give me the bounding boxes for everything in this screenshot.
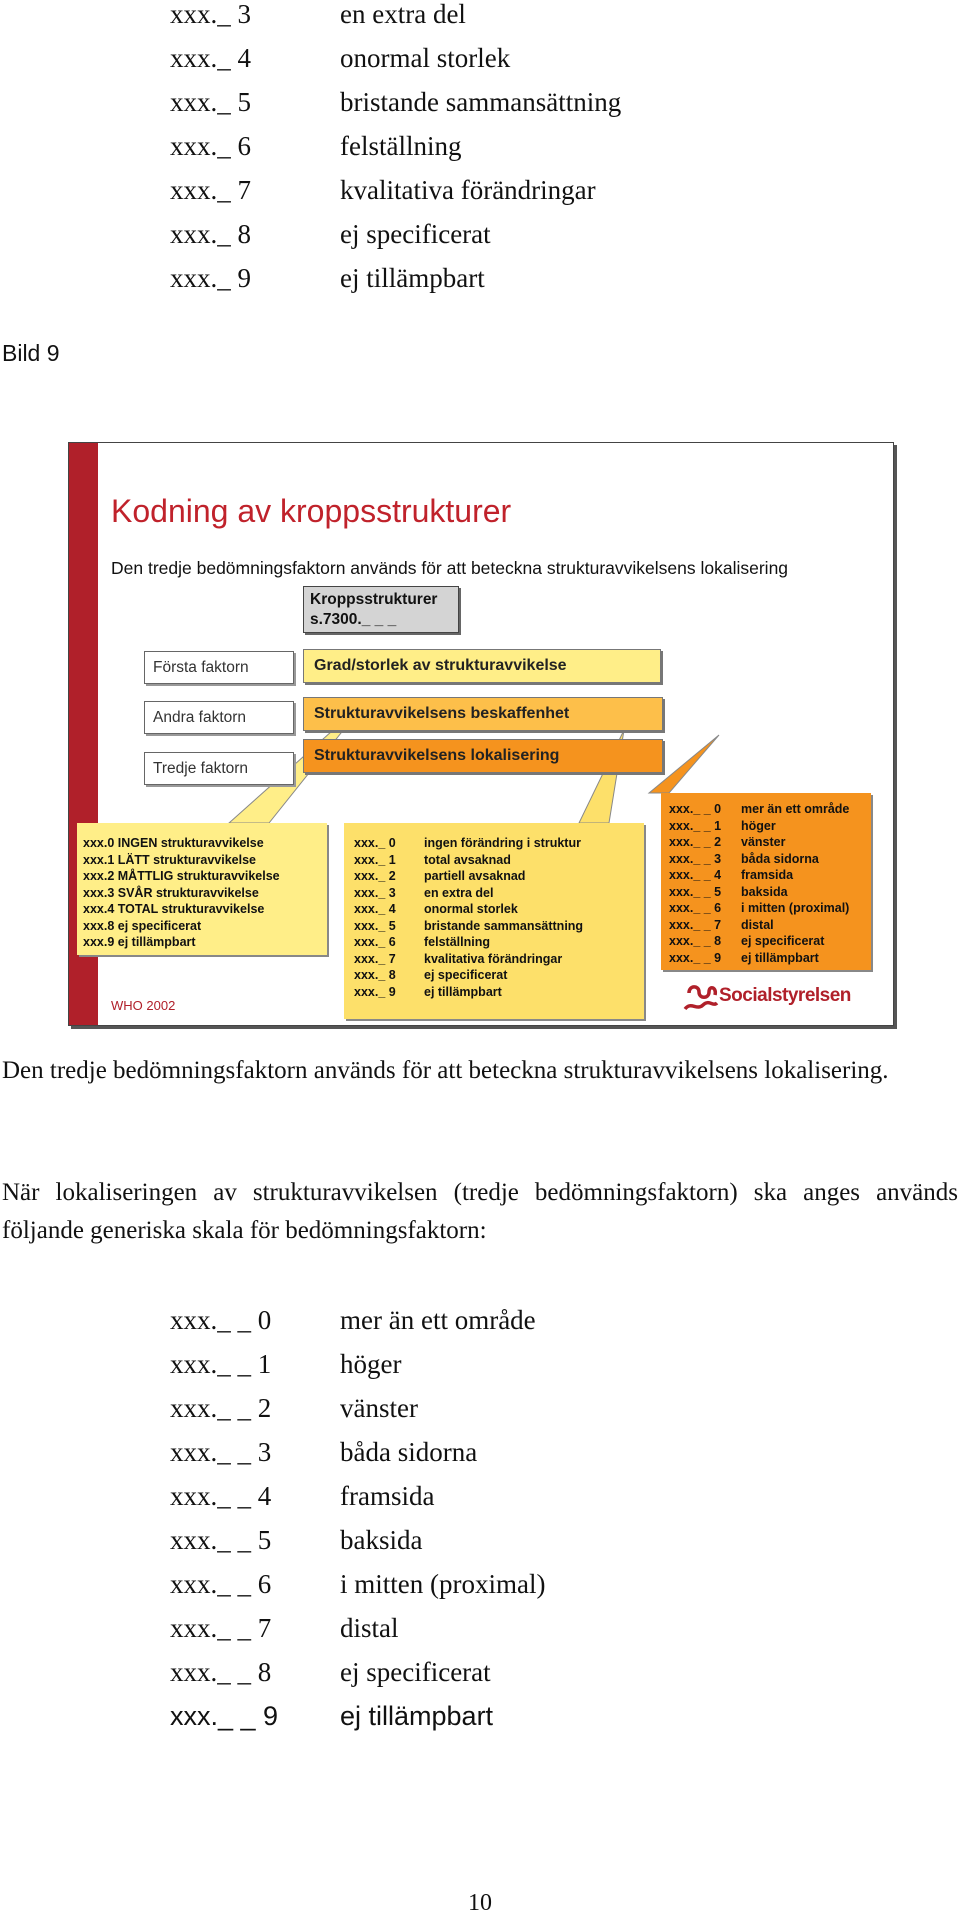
paragraph-1: Den tredje bedömningsfaktorn används för att beteckna strukturavvikelsens lokalisering. xyxy=(2,1057,889,1084)
list-item: xxx.1 LÄTT strukturavvikelse xyxy=(83,852,256,867)
description: mer än ett område xyxy=(340,1305,536,1335)
callout-second-factor xyxy=(344,823,644,1019)
logo-text: Socialstyrelsen xyxy=(719,985,851,1006)
list-item: xxx.3 SVÅR strukturavvikelse xyxy=(83,885,259,900)
list-item: xxx._ _ 8 ej specificerat xyxy=(669,934,825,948)
list-item: xxx._ _ 4 framsida xyxy=(669,868,794,882)
list-item: xxx._ 3 en extra del xyxy=(354,885,494,900)
code: xxx._ _ 1 xyxy=(170,1349,272,1379)
code: xxx._ 9 xyxy=(170,263,251,293)
description: felställning xyxy=(340,131,462,161)
description: vänster xyxy=(340,1393,418,1423)
code: xxx._ 3 xyxy=(170,0,251,29)
list-item: xxx._ 5 bristande sammansättning xyxy=(354,918,584,933)
code: xxx._ _ 5 xyxy=(170,1525,272,1555)
list-item: xxx.0 INGEN strukturavvikelse xyxy=(83,836,264,850)
list-item: xxx._ 9 ej tillämpbart xyxy=(354,984,502,999)
list-item: xxx._ 0 ingen förändring i struktur xyxy=(354,836,581,850)
code: xxx._ _ 3 xyxy=(170,1437,272,1467)
code: xxx._ 4 xyxy=(170,43,251,73)
list-item: xxx._ _ 1 höger xyxy=(669,818,776,833)
socialstyrelsen-logo xyxy=(683,981,853,1015)
code: xxx._ _ 6 xyxy=(170,1569,272,1599)
list-item: xxx._ _ 2 vänster xyxy=(669,835,786,849)
list-item: xxx._ 7 kvalitativa förändringar xyxy=(354,951,563,966)
description: baksida xyxy=(340,1525,423,1555)
code: xxx._ _ 7 xyxy=(170,1613,272,1643)
list-item: xxx._ _ 3 båda sidorna xyxy=(669,851,819,866)
description: ej specificerat xyxy=(340,1657,491,1687)
description: båda sidorna xyxy=(340,1437,478,1467)
description: onormal storlek xyxy=(340,43,511,73)
code: xxx._ _ 2 xyxy=(170,1393,272,1423)
list-item: xxx.2 MÅTTLIG strukturavvikelse xyxy=(83,869,280,883)
description: ej tillämpbart xyxy=(340,263,485,293)
description: i mitten (proximal) xyxy=(340,1569,546,1599)
callout-first-factor xyxy=(77,823,327,955)
code: xxx._ 8 xyxy=(170,219,251,249)
description: en extra del xyxy=(340,0,466,29)
who-footer: WHO 2002 xyxy=(111,998,176,1013)
code: xxx._ 6 xyxy=(170,131,251,161)
bottom-code-list xyxy=(170,1298,870,1738)
header-grade: Grad/storlek av strukturavvikelse xyxy=(303,649,661,683)
description: kvalitativa förändringar xyxy=(340,175,596,205)
description: bristande sammansättning xyxy=(340,87,622,117)
header-nature: Strukturavvikelsens beskaffenhet xyxy=(303,697,663,731)
description: höger xyxy=(340,1349,402,1379)
list-item: xxx._ 4 onormal storlek xyxy=(354,902,518,916)
page-number: 10 xyxy=(468,1890,492,1916)
list-item: xxx._ _ 7 distal xyxy=(669,917,774,932)
code-box-line1: Kroppsstrukturer xyxy=(310,591,438,608)
code: xxx._ _ 0 xyxy=(170,1305,272,1335)
logo-mark-icon xyxy=(683,981,719,1015)
code: xxx._ 5 xyxy=(170,87,251,117)
paragraph-2: När lokaliseringen av strukturavvikelsen (tredje bedömningsfaktorn) ska anges används följande generiska skala för bedömningsfaktorn: xyxy=(2,1179,958,1244)
list-item: xxx._ _ 5 baksida xyxy=(669,884,788,899)
description: ej tillämpbart xyxy=(340,1701,494,1731)
description: framsida xyxy=(340,1481,435,1511)
slide-figure xyxy=(68,442,894,1026)
code: xxx._ _ 8 xyxy=(170,1657,272,1687)
header-location: Strukturavvikelsens lokalisering xyxy=(303,739,663,773)
list-item: xxx._ 2 partiell avsaknad xyxy=(354,869,526,883)
list-item: xxx.8 ej specificerat xyxy=(83,918,202,933)
slide-title: Kodning av kroppsstrukturer xyxy=(111,493,512,529)
list-item: xxx._ 8 ej specificerat xyxy=(354,968,508,982)
description: ej specificerat xyxy=(340,219,491,249)
list-item: xxx.4 TOTAL strukturavvikelse xyxy=(83,902,265,916)
factor-box-third: Tredje faktorn xyxy=(144,752,294,785)
list-item: xxx._ _ 0 mer än ett område xyxy=(669,802,850,816)
factor-box-first: Första faktorn xyxy=(144,651,294,684)
callout-third-factor xyxy=(661,793,871,970)
top-code-list xyxy=(170,0,870,302)
list-item: xxx._ 1 total avsaknad xyxy=(354,852,511,867)
list-item: xxx._ 6 felställning xyxy=(354,935,490,949)
code: xxx._ 7 xyxy=(170,175,251,205)
list-item: xxx._ _ 9 ej tillämpbart xyxy=(669,950,819,965)
description: distal xyxy=(340,1613,399,1643)
code: xxx._ _ 4 xyxy=(170,1481,272,1511)
code: xxx._ _ 9 xyxy=(170,1701,279,1731)
factor-box-second: Andra faktorn xyxy=(144,701,294,734)
code-box-line2: s.7300._ _ _ xyxy=(310,611,397,628)
slide-subtitle: Den tredje bedömningsfaktorn används för att beteckna strukturavvikelsens lokalisering xyxy=(111,558,789,578)
figure-label: Bild 9 xyxy=(2,340,60,366)
list-item: xxx._ _ 6 i mitten (proximal) xyxy=(669,901,850,915)
list-item: xxx.9 ej tillämpbart xyxy=(83,935,196,949)
